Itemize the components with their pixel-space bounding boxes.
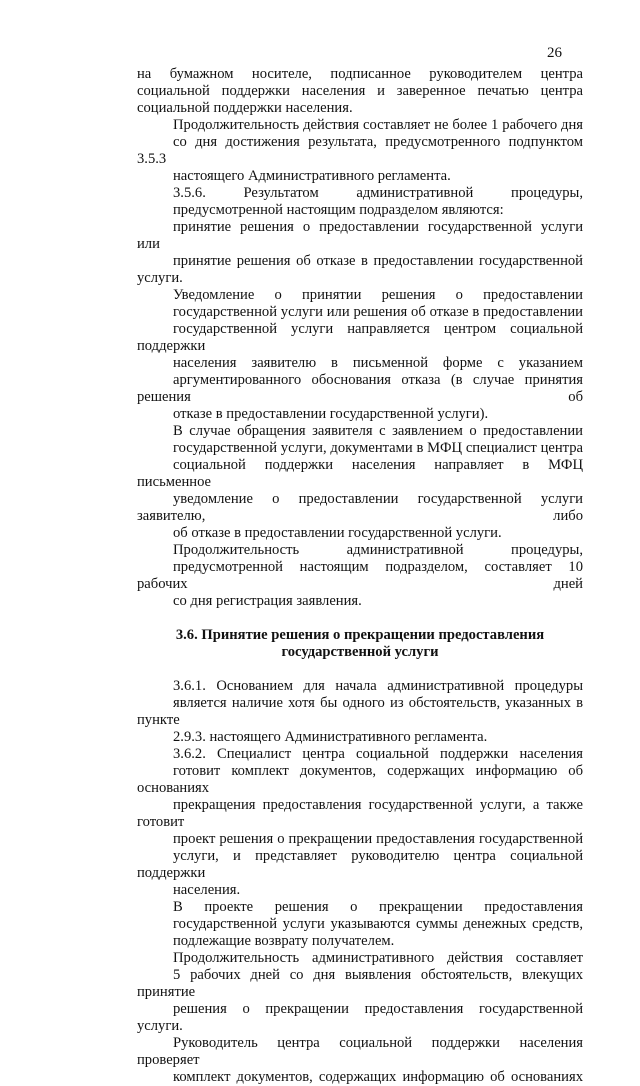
text-line: является наличие хотя бы одного из обстоятельств, указанных в пункте [137, 695, 583, 728]
text-line: 2.9.3. настоящего Административного регламента. [173, 729, 488, 745]
text-line: государственной услуги [281, 644, 439, 660]
paragraph [137, 746, 583, 899]
text-line: подлежащие возврату получателем. [173, 933, 395, 949]
paragraph [137, 66, 583, 117]
text-line: предусмотренной настоящим подразделом являются: [173, 202, 504, 218]
document-body [137, 66, 583, 1086]
page-number: 26 [547, 45, 562, 61]
text-line: со дня достижения результата, предусмотренного подпунктом 3.5.3 [137, 134, 583, 167]
paragraph [137, 1035, 583, 1086]
text-line: уведомление о предоставлении государственной услуги заявителю, либо [137, 491, 583, 524]
section-heading [137, 627, 583, 661]
paragraph [137, 185, 583, 219]
text-line: населения. [173, 882, 241, 898]
text-line: 3.6.2. Специалист центра социальной поддержки населения [173, 746, 583, 762]
text-line: Продолжительность административного действия составляет [173, 950, 583, 966]
text-line: предусмотренной настоящим подразделом, составляет 10 рабочих дней [137, 559, 583, 592]
text-line: 3.6. Принятие решения о прекращении предоставления [175, 627, 545, 643]
paragraph [137, 423, 583, 542]
spacer [137, 661, 583, 678]
text-line: решения о прекращении предоставления государственной услуги. [137, 1001, 583, 1034]
paragraph [137, 950, 583, 1035]
text-line: населения заявителю в письменной форме с указанием [173, 355, 583, 371]
text-line: В случае обращения заявителя с заявлением о предоставлении [173, 423, 583, 439]
paragraph [137, 287, 583, 423]
text-line: прекращения предоставления государственной услуги, а также готовит [137, 797, 583, 830]
text-line: государственной услуги или решения об отказе в предоставлении [173, 304, 583, 320]
spacer [137, 610, 583, 627]
text-line: государственной услуги направляется центром социальной поддержки [137, 321, 583, 354]
text-line: 5 рабочих дней со дня выявления обстоятельств, влекущих принятие [137, 967, 583, 1000]
paragraph [137, 542, 583, 610]
paragraph [137, 117, 583, 185]
text-line: государственной услуги, документами в МФЦ специалист центра [173, 440, 583, 456]
text-line: социальной поддержки населения и заверенное печатью центра [137, 83, 583, 99]
text-line: 3.6.1. Основанием для начала административной процедуры [173, 678, 583, 694]
text-line: услуги, и представляет руководителю центра социальной поддержки [137, 848, 583, 881]
text-line: государственной услуги указываются суммы денежных средств, [173, 916, 583, 932]
text-line: об отказе в предоставлении государственной услуги. [173, 525, 502, 541]
text-line: В проекте решения о прекращении предоставления [173, 899, 583, 915]
text-line: принятие решения об отказе в предоставлении государственной услуги. [137, 253, 583, 286]
text-line: настоящего Административного регламента. [173, 168, 451, 184]
text-line: готовит комплект документов, содержащих информацию об основаниях [137, 763, 583, 796]
paragraph [137, 219, 583, 287]
text-line: социальной поддержки населения. [137, 100, 353, 116]
text-line: Уведомление о принятии решения о предоставлении [173, 287, 583, 303]
paragraph [137, 899, 583, 950]
text-line: со дня регистрация заявления. [173, 593, 362, 609]
text-line: отказе в предоставлении государственной услуги). [173, 406, 489, 422]
paragraph [137, 678, 583, 746]
text-line: 3.5.6. Результатом административной процедуры, [173, 185, 583, 201]
text-line: аргументированного обоснования отказа (в случае принятия решения об [137, 372, 583, 405]
text-line: Руководитель центра социальной поддержки населения проверяет [137, 1035, 583, 1068]
text-line: на бумажном носителе, подписанное руководителем центра [137, 66, 583, 82]
text-line: Продолжительность действия составляет не более 1 рабочего дня [173, 117, 583, 133]
text-line: Продолжительность административной процедуры, [173, 542, 583, 558]
text-line: проект решения о прекращении предоставления государственной [173, 831, 583, 847]
text-line: комплект документов, содержащих информацию об основаниях [173, 1069, 583, 1085]
text-line: социальной поддержки населения направляет в МФЦ письменное [137, 457, 583, 490]
text-line: принятие решения о предоставлении государственной услуги или [137, 219, 583, 252]
